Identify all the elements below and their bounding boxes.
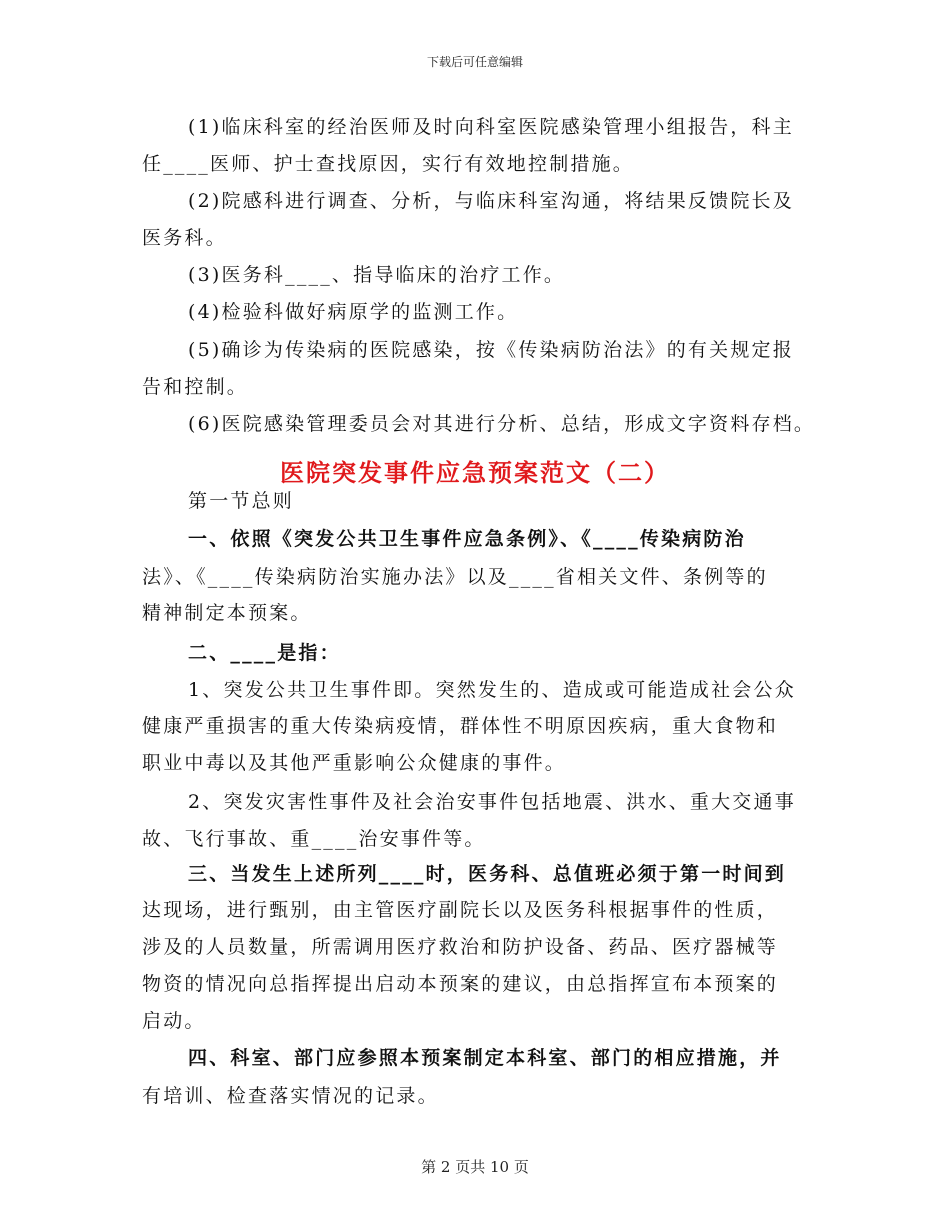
text-line: (4)检验科做好病原学的监测工作。 xyxy=(188,301,519,323)
text-line: (3)医务科____、指导临床的治疗工作。 xyxy=(188,264,566,286)
text-line: (6)医院感染管理委员会对其进行分析、总结，形成文字资料存档。 xyxy=(188,413,816,435)
text-line: 二、____是指： xyxy=(188,642,341,664)
text-line: 职业中毒以及其他严重影响公众健康的事件。 xyxy=(142,752,567,774)
text-line: 启动。 xyxy=(142,1010,206,1032)
text-line: (5)确诊为传染病的医院感染，按《传染病防治法》的有关规定报 xyxy=(188,339,794,361)
text-line: 物资的情况向总指挥提出启动本预案的建议，由总指挥宣布本预案的 xyxy=(142,973,779,995)
text-line: (2)院感科进行调查、分析，与临床科室沟通，将结果反馈院长及 xyxy=(188,190,794,212)
text-line: 1、突发公共卫生事件即。突然发生的、造成或可能造成社会公众 xyxy=(188,679,796,701)
text-line: 告和控制。 xyxy=(142,376,249,398)
text-line: 故、飞行事故、重____治安事件等。 xyxy=(142,828,486,850)
text-line: 精神制定本预案。 xyxy=(142,602,312,624)
text-line: 健康严重损害的重大传染病疫情，群体性不明原因疾病，重大食物和 xyxy=(142,715,779,737)
text-line: 达现场，进行甄别，由主管医疗副院长以及医务科根据事件的性质， xyxy=(142,899,779,921)
text-line: 任____医师、护士查找原因，实行有效地控制措施。 xyxy=(142,153,635,175)
text-line: 法》、《____传染病防治实施办法》以及____省相关文件、条例等的 xyxy=(142,566,768,588)
page-footer: 第 2 页共 10 页 xyxy=(421,1158,529,1176)
page-header: 下载后可任意编辑 xyxy=(426,55,523,69)
text-line: 2、突发灾害性事件及社会治安事件包括地震、洪水、重大交通事 xyxy=(188,791,796,813)
text-line: 有培训、检查落实情况的记录。 xyxy=(142,1085,439,1107)
text-line: (1)临床科室的经治医师及时向科室医院感染管理小组报告，科主 xyxy=(188,116,794,138)
text-line: 一、依照《突发公共卫生事件应急条例》、《____传染病防治 xyxy=(188,528,746,550)
text-line: 医务科。 xyxy=(142,227,227,249)
section-title: 医院突发事件应急预案范文（二） xyxy=(280,458,670,487)
text-line: 四、科室、部门应参照本预案制定本科室、部门的相应措施，并 xyxy=(188,1047,782,1069)
text-line: 三、当发生上述所列____时，医务科、总值班必须于第一时间到 xyxy=(188,863,787,885)
text-line: 涉及的人员数量，所需调用医疗救治和防护设备、药品、医疗器械等 xyxy=(142,936,779,958)
text-line: 第一节总则 xyxy=(188,490,295,512)
